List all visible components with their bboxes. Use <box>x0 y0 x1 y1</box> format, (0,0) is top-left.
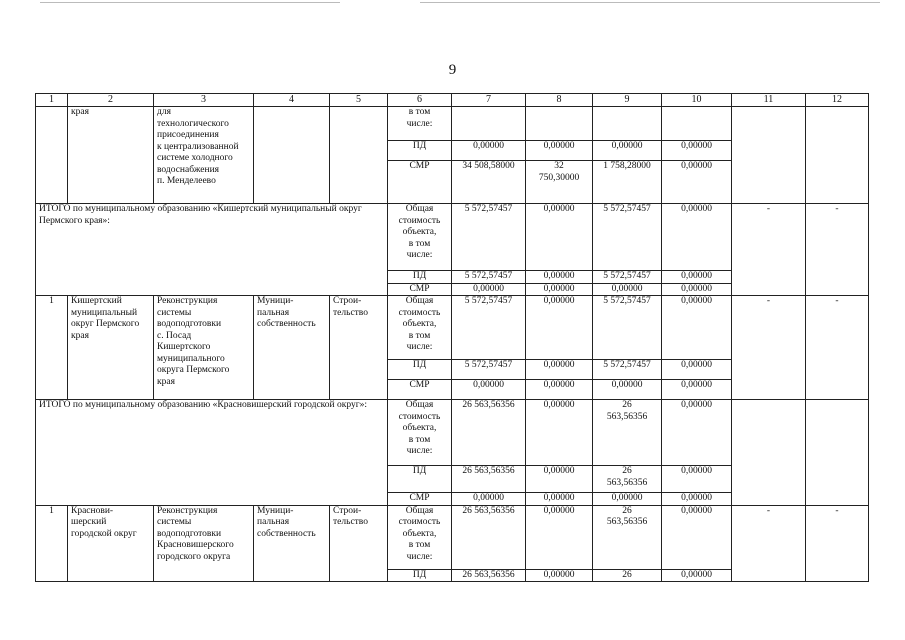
cell-object: для технологического присоединения к централизованной системе холодного водоснабжения п. Менделеево <box>154 107 254 204</box>
cell-object: Реконструкция системы водоподготовки с. Посад Кишертского муниципального округа Пермского края <box>154 296 254 400</box>
cell-value: 5 572,57457 <box>593 271 662 284</box>
cell-value: 0,00000 <box>593 141 662 161</box>
cell-value: 0,00000 <box>526 271 593 284</box>
cell-label: ПД <box>388 466 452 493</box>
cell-col11: - <box>732 505 806 582</box>
cell-value <box>526 107 593 141</box>
cell-col11 <box>732 400 806 506</box>
header-cell: 5 <box>330 94 388 107</box>
cell-value: 26 563,56356 <box>452 505 526 569</box>
table-row <box>36 296 869 360</box>
cell-municipality: Краснови- шерский городской округ <box>68 505 154 582</box>
total-label: ИТОГО по муниципальному образованию «Красновишерский городской округ»: <box>36 400 388 506</box>
cell-value: 0,00000 <box>662 505 732 569</box>
cell-value: 5 572,57457 <box>452 360 526 380</box>
cell-num: 1 <box>36 505 68 582</box>
cell-value <box>593 107 662 141</box>
cell-value: 0,00000 <box>662 400 732 466</box>
cell-label: ПД <box>388 141 452 161</box>
cell-municipality: Кишертский муниципальный округ Пермского края <box>68 296 154 400</box>
budget-table <box>35 93 869 582</box>
header-cell: 11 <box>732 94 806 107</box>
cell-col12 <box>806 400 869 506</box>
cell-label: ПД <box>388 569 452 582</box>
page-number: 9 <box>448 62 457 78</box>
cell-value: 0,00000 <box>662 161 732 204</box>
cell-value: 5 572,57457 <box>452 296 526 360</box>
cell-value: 1 758,28000 <box>593 161 662 204</box>
cell-value: 5 572,57457 <box>593 204 662 271</box>
cell-value: 0,00000 <box>662 271 732 284</box>
cell-num <box>36 107 68 204</box>
cell-work-type: Строи- тельство <box>330 296 388 400</box>
cell-ownership: Муници- пальная собственность <box>254 296 330 400</box>
cell-label: ПД <box>388 360 452 380</box>
cell-value: 0,00000 <box>662 283 732 296</box>
cell-value: 0,00000 <box>526 283 593 296</box>
cell-value: 5 572,57457 <box>593 360 662 380</box>
cell-work-type <box>330 107 388 204</box>
cell-value: 0,00000 <box>526 400 593 466</box>
table-row <box>36 204 869 271</box>
cell-value <box>662 107 732 141</box>
cell-value: 5 572,57457 <box>452 271 526 284</box>
top-rule <box>40 2 340 3</box>
cell-value: 32 750,30000 <box>526 161 593 204</box>
cell-col11 <box>732 107 806 204</box>
cell-value: 26 563,56356 <box>452 466 526 493</box>
cell-value: 26 563,56356 <box>593 466 662 493</box>
cell-value: 0,00000 <box>662 466 732 493</box>
cell-object: Реконструкция системы водоподготовки Красновишерского городского округа <box>154 505 254 582</box>
header-cell: 1 <box>36 94 68 107</box>
cell-label: СМР <box>388 493 452 506</box>
cell-value: 5 572,57457 <box>593 296 662 360</box>
cell-ownership <box>254 107 330 204</box>
cell-label: ПД <box>388 271 452 284</box>
top-rule <box>420 2 880 3</box>
cell-label: в том числе: <box>388 107 452 141</box>
cell-value: 0,00000 <box>593 493 662 506</box>
cell-value: 0,00000 <box>662 493 732 506</box>
header-cell: 3 <box>154 94 254 107</box>
header-cell: 7 <box>452 94 526 107</box>
cell-label: СМР <box>388 283 452 296</box>
cell-col12 <box>806 107 869 204</box>
header-cell: 8 <box>526 94 593 107</box>
cell-label: Общая стоимость объекта, в том числе: <box>388 505 452 569</box>
cell-value: 34 508,58000 <box>452 161 526 204</box>
cell-value: 0,00000 <box>662 360 732 380</box>
header-cell: 12 <box>806 94 869 107</box>
cell-value: 0,00000 <box>452 283 526 296</box>
cell-value: 0,00000 <box>526 380 593 400</box>
cell-municipality: края <box>68 107 154 204</box>
cell-value: 0,00000 <box>662 380 732 400</box>
cell-num: 1 <box>36 296 68 400</box>
cell-label: Общая стоимость объекта, в том числе: <box>388 400 452 466</box>
cell-value: 26 563,56356 <box>452 569 526 582</box>
cell-col12: - <box>806 505 869 582</box>
cell-value: 26 563,56356 <box>593 400 662 466</box>
cell-value: 26 563,56356 <box>593 505 662 569</box>
cell-value: 0,00000 <box>662 141 732 161</box>
table-row <box>36 505 869 569</box>
header-cell: 2 <box>68 94 154 107</box>
cell-value: 0,00000 <box>452 380 526 400</box>
cell-value: 0,00000 <box>526 360 593 380</box>
cell-value: 5 572,57457 <box>452 204 526 271</box>
cell-col11: - <box>732 296 806 400</box>
cell-value: 0,00000 <box>526 204 593 271</box>
cell-col12: - <box>806 204 869 296</box>
cell-label: Общая стоимость объекта, в том числе: <box>388 296 452 360</box>
cell-ownership: Муници- пальная собственность <box>254 505 330 582</box>
cell-value: 0,00000 <box>662 204 732 271</box>
cell-value: 26 <box>593 569 662 582</box>
header-cell: 10 <box>662 94 732 107</box>
header-row <box>36 94 869 107</box>
cell-work-type: Строи- тельство <box>330 505 388 582</box>
cell-value: 0,00000 <box>452 141 526 161</box>
cell-value: 0,00000 <box>526 569 593 582</box>
cell-value: 0,00000 <box>526 466 593 493</box>
table-row <box>36 400 869 466</box>
table-row <box>36 107 869 141</box>
cell-value: 0,00000 <box>526 296 593 360</box>
cell-label: СМР <box>388 380 452 400</box>
cell-label: СМР <box>388 161 452 204</box>
cell-value: 0,00000 <box>526 505 593 569</box>
cell-label: Общая стоимость объекта, в том числе: <box>388 204 452 271</box>
cell-value <box>452 107 526 141</box>
cell-col12: - <box>806 296 869 400</box>
cell-value: 0,00000 <box>593 380 662 400</box>
cell-value: 0,00000 <box>526 493 593 506</box>
cell-value: 0,00000 <box>662 569 732 582</box>
cell-value: 0,00000 <box>526 141 593 161</box>
total-label: ИТОГО по муниципальному образованию «Кишертский муниципальный округ Пермского края»: <box>36 204 388 296</box>
cell-value: 0,00000 <box>593 283 662 296</box>
cell-value: 26 563,56356 <box>452 400 526 466</box>
cell-value: 0,00000 <box>662 296 732 360</box>
header-cell: 9 <box>593 94 662 107</box>
cell-col11: - <box>732 204 806 296</box>
header-cell: 4 <box>254 94 330 107</box>
header-cell: 6 <box>388 94 452 107</box>
cell-value: 0,00000 <box>452 493 526 506</box>
